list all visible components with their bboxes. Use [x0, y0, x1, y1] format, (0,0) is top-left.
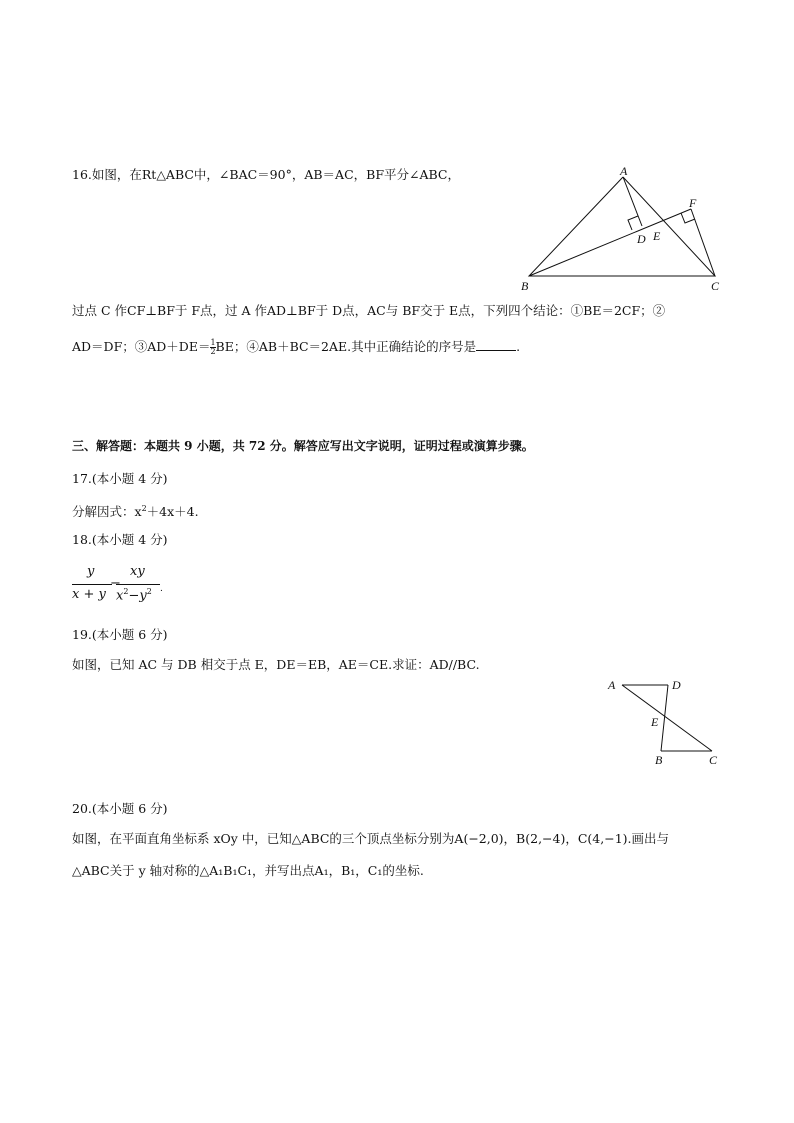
answer-blank[interactable]	[476, 338, 516, 351]
right-angle-mark-d	[628, 216, 638, 230]
q17-header: 17.(本小题 4 分)	[72, 471, 168, 486]
q16-line2: 过点 C 作CF⊥BF于 F点，过 A 作AD⊥BF于 D点，AC与 BF交于 E点，下列四个结论：①BE＝2CF；②	[72, 303, 666, 318]
label-c: C	[709, 753, 718, 767]
label-b: B	[521, 279, 529, 293]
segment-bf	[529, 209, 691, 276]
label-c: C	[711, 279, 720, 293]
q19-figure	[600, 675, 730, 770]
one-half-fraction: $\frac{1}{2}$	[210, 338, 216, 356]
q17-text: 分解因式：$x^2+4x+4$.	[72, 504, 199, 520]
minus-sign: −	[110, 576, 121, 591]
label-a: A	[620, 165, 628, 178]
q20-line1: 如图，在平面直角坐标系 xOy 中，已知△ABC的三个顶点坐标分别为A(−2,0)，B(2,−4)，C(4,−1).画出与	[72, 831, 669, 846]
section3-heading: 三、解答题：本题共 9 小题，共 72 分。解答应写出文字说明，证明过程或演算步骤。	[72, 439, 534, 453]
q16-line3: AD＝DF；③AD＋DE＝ $\frac{1}{2}$ BE；④AB＋BC＝2AE.其中正确结论的序号是 .	[72, 338, 521, 356]
fraction-2: xy $x^2-y^2$	[116, 562, 164, 608]
label-e: E	[651, 715, 659, 729]
q16-line1: 16.如图，在Rt△ABC中，∠BAC＝90°，AB＝AC，BF平分∠ABC，	[72, 167, 460, 182]
q16-triangle-figure	[515, 165, 730, 297]
q18-expression: y x + y − xy $x^2-y^2$ .	[72, 562, 192, 612]
label-d: D	[672, 678, 681, 692]
q19-header: 19.(本小题 6 分)	[72, 627, 168, 642]
label-e: E	[653, 229, 661, 243]
q20-header: 20.(本小题 6 分)	[72, 801, 168, 816]
label-a: A	[608, 678, 616, 692]
label-b: B	[655, 753, 663, 767]
q16-line3-part-a: AD＝DF；③AD＋DE＝	[72, 339, 211, 354]
q19-text: 如图，已知 AC 与 DB 相交于点 E，DE＝EB，AE＝CE.求证：AD//BC.	[72, 657, 480, 672]
q20-line2: △ABC关于 y 轴对称的△A₁B₁C₁，并写出点A₁，B₁，C₁的坐标.	[72, 863, 424, 878]
label-d: D	[637, 232, 646, 246]
q16-line3-part-b: BE；④AB＋BC＝2AE.其中正确结论的序号是	[215, 339, 477, 354]
label-f: F	[689, 196, 697, 210]
q18-header: 18.(本小题 4 分)	[72, 532, 168, 547]
triangle-abc	[529, 177, 715, 276]
fraction-1: y x + y	[72, 562, 114, 608]
